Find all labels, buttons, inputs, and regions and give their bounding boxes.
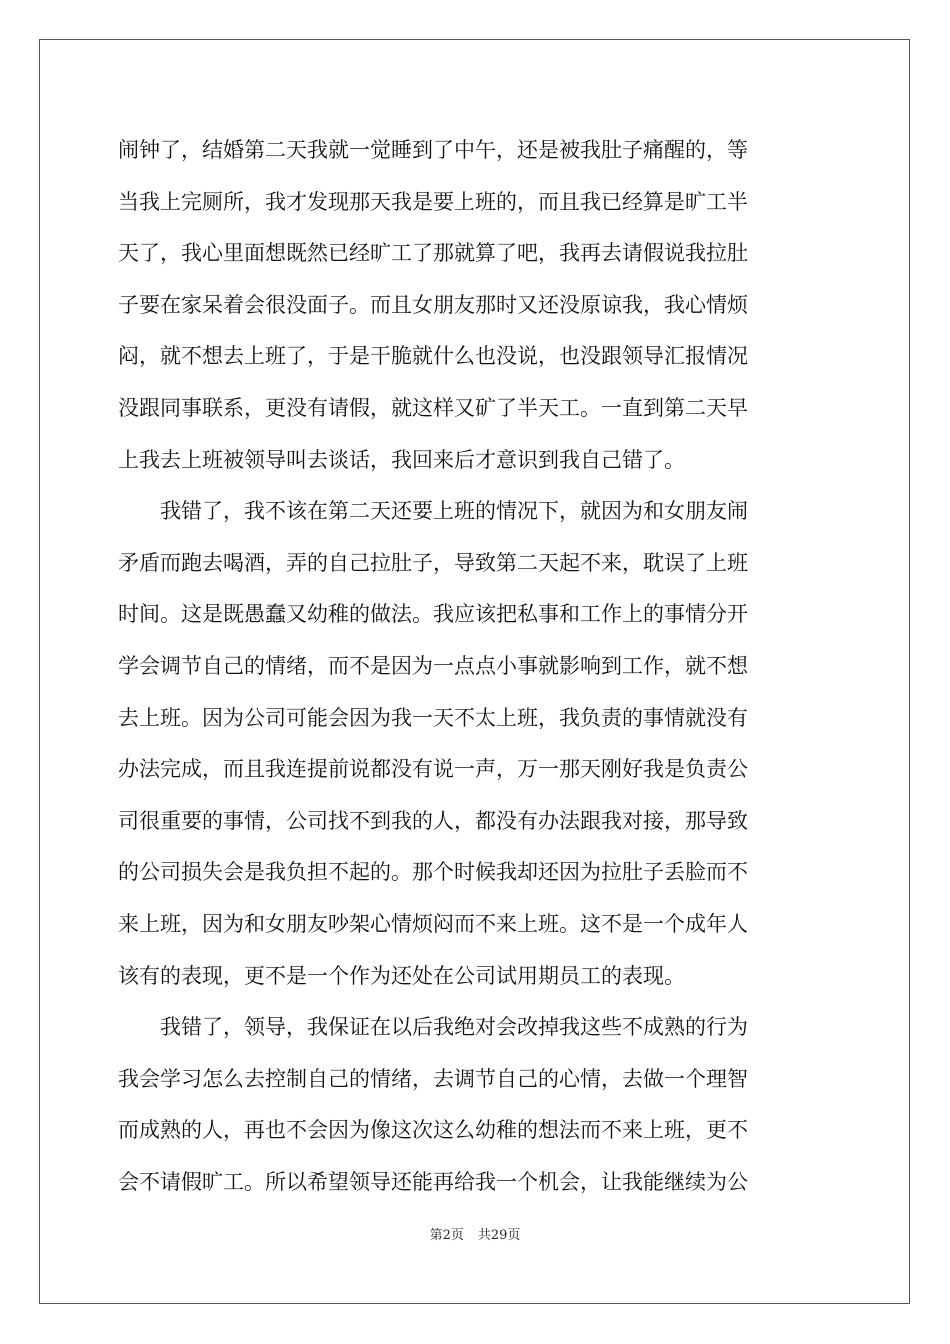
text-line-1: 闹钟了，结婚第二天我就一觉睡到了中午，还是被我肚子痛醒的，等 (118, 138, 748, 162)
text-line-6: 没跟同事联系，更没有请假，就这样又矿了半天工。一直到第二天早 (118, 395, 748, 420)
text-line-7: 上我去上班被领导叫去谈话，我回来后才意识到我自己错了。 (118, 447, 685, 472)
text-line-15: 的公司损失会是我负担不起的。那个时候我却还因为拉肚子丢脸而不 (118, 860, 748, 885)
text-line-16: 来上班，因为和女朋友吵架心情烦闷而不来上班。这不是一个成年人 (118, 911, 748, 936)
document-body (118, 125, 834, 1208)
page-footer (0, 1224, 950, 1243)
text-line-14: 司很重要的事情，公司找不到我的人，都没有办法跟我对接，那导致 (118, 808, 748, 833)
text-line-2: 当我上完厕所，我才发现那天我是要上班的，而且我已经算是旷工半 (118, 189, 748, 214)
text-line-5: 闷，就不想去上班了，于是干脆就什么也没说，也没跟领导汇报情况 (118, 344, 748, 369)
text-line-21: 会不请假旷工。所以希望领导还能再给我一个机会，让我能继续为公 (118, 1169, 748, 1194)
text-line-13: 办法完成，而且我连提前说都没有说一声，万一那天刚好我是负责公 (118, 757, 748, 782)
text-line-17: 该有的表现，更不是一个作为还处在公司试用期员工的表现。 (118, 963, 685, 988)
text-line-11: 学会调节自己的情绪，而不是因为一点点小事就影响到工作，就不想 (118, 653, 748, 678)
page-number: 第2页 (429, 1228, 464, 1243)
text-line-10: 时间。这是既愚蠢又幼稚的做法。我应该把私事和工作上的事情分开 (118, 602, 748, 627)
total-pages: 共29页 (477, 1228, 521, 1243)
paragraph-2-first-line: 我错了，我不该在第二天还要上班的情况下，就因为和女朋友闹 (160, 499, 748, 524)
text-line-12: 去上班。因为公司可能会因为我一天不太上班，我负责的事情就没有 (118, 705, 748, 730)
text-line-3: 天了，我心里面想既然已经旷工了那就算了吧，我再去请假说我拉肚 (118, 241, 748, 266)
text-line-20: 而成熟的人，再也不会因为像这次这么幼稚的想法而不来上班，更不 (118, 1118, 748, 1143)
paragraph-3-first-line: 我错了，领导，我保证在以后我绝对会改掉我这些不成熟的行为 (160, 1015, 748, 1040)
text-line-4: 子要在家呆着会很没面子。而且女朋友那时又还没原谅我，我心情烦 (118, 292, 748, 317)
text-line-9: 矛盾而跑去喝酒，弄的自己拉肚子，导致第二天起不来，耽误了上班 (118, 550, 748, 575)
text-line-19: 我会学习怎么去控制自己的情绪，去调节自己的心情，去做一个理智 (118, 1066, 748, 1091)
